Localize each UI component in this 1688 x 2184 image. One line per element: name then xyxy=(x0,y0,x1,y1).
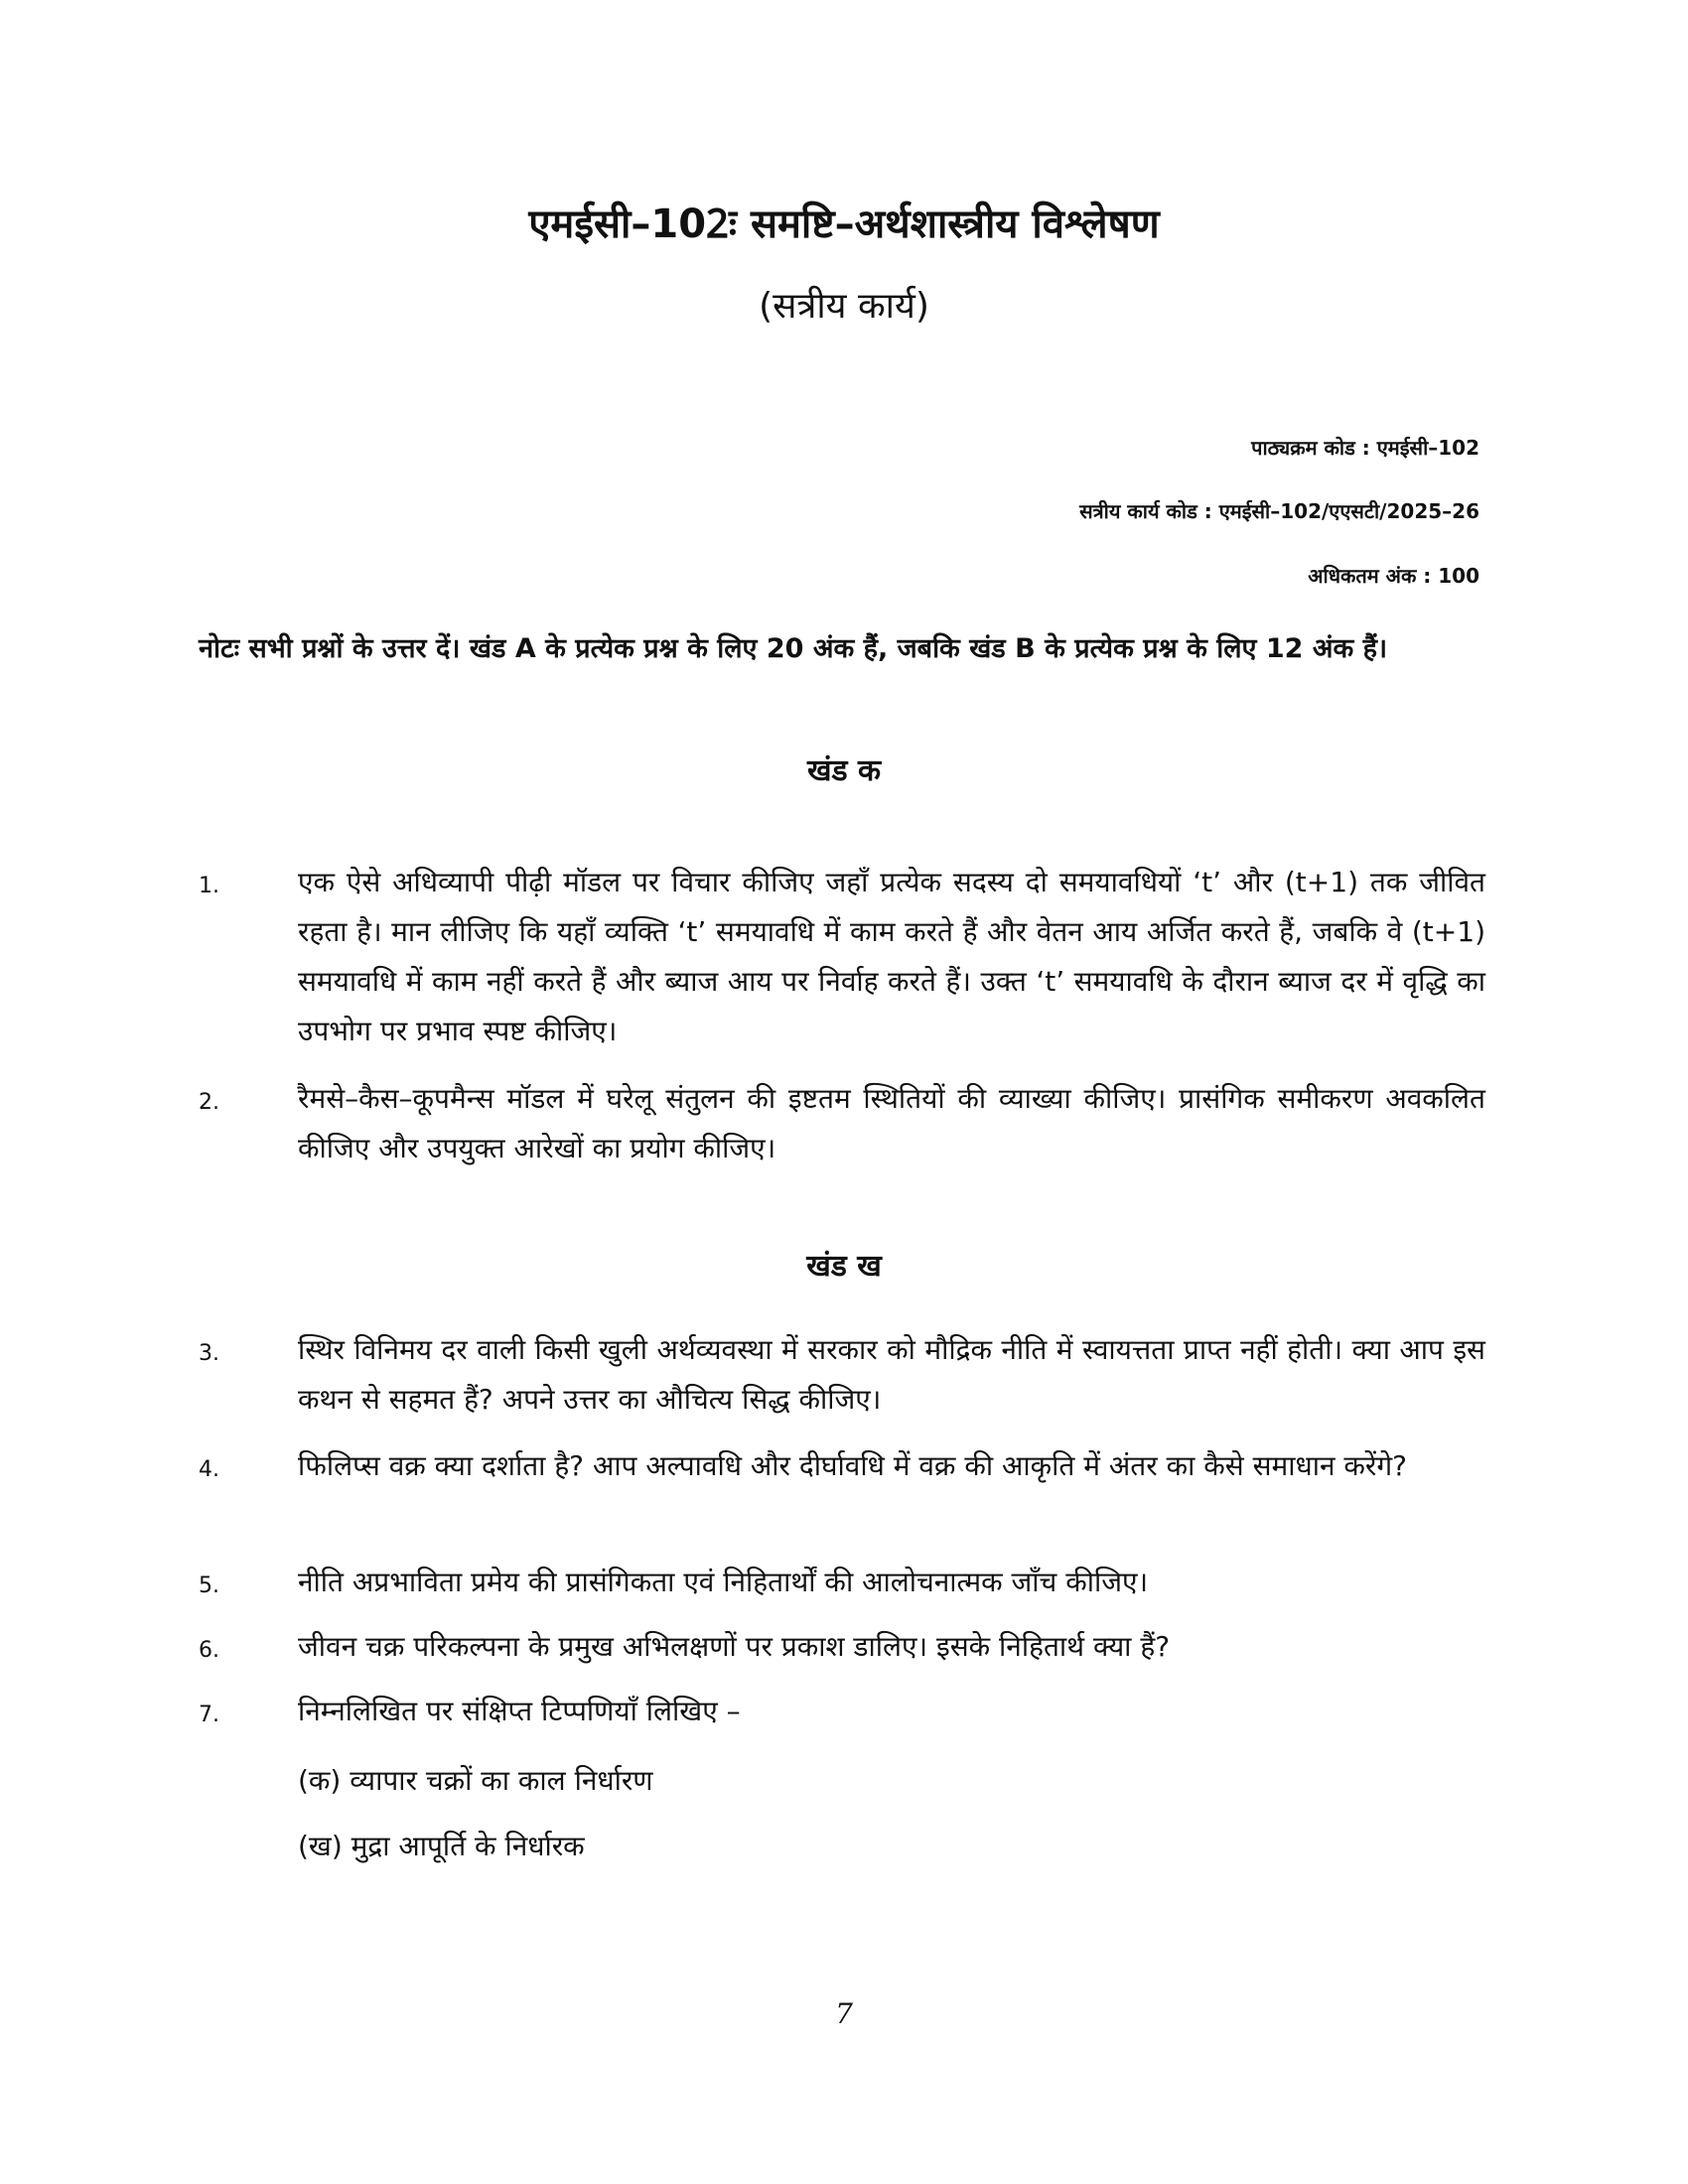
section-a-heading: खंड क xyxy=(806,753,882,788)
question-number: 4. xyxy=(199,1457,219,1482)
question-text: रैमसे–कैस–कूपमैन्स मॉडल में घरेलू संतुलन की इष्टतम स्थितियों की व्याख्या कीजिए। प्रासंगिक समीकरण अवकलित कीजिए और उपयुक्त आरेखों का प्रयोग कीजिए। xyxy=(298,1082,1485,1164)
question-text: स्थिर विनिमय दर वाली किसी खुली अर्थव्यवस्था में सरकार को मौद्रिक नीति में स्वायत्तता प्राप्त नहीं होती। क्या आप इस कथन से सहमत हैं? अपने उत्तर का औचित्य सिद्ध कीजिए। xyxy=(298,1333,1485,1416)
question-text: फिलिप्स वक्र क्या दर्शाता है? आप अल्पावधि और दीर्घावधि में वक्र की आकृति में अंतर का कैसे समाधान करेंगे? xyxy=(298,1449,1407,1482)
course-code: पाठ्यक्रम कोड : एमईसी–102 xyxy=(1251,436,1479,460)
assignment-code: सत्रीय कार्य कोड : एमईसी–102/एएसटी/2025–26 xyxy=(1079,499,1479,523)
question-text: एक ऐसे अधिव्यापी पीढ़ी मॉडल पर विचार कीजिए जहाँ प्रत्येक सदस्य दो समयावधियों ‘t’ और (t+1) तक जीवित रहता है। मान लीजिए कि यहाँ व्यक्ति ‘t’ समयावधि में काम करते हैं और वेतन आय अर्जित करते हैं, जबकि वे (t+1) समयावधि में काम नहीं करते हैं और ब्याज आय पर निर्वाह करते हैं। उक्त ‘t’ समयावधि के दौरान ब्याज दर में वृद्धि का उपभोग पर प्रभाव स्पष्ट कीजिए। xyxy=(298,866,1485,1047)
question-text: जीवन चक्र परिकल्पना के प्रमुख अभिलक्षणों पर प्रकाश डालिए। इसके निहितार्थ क्या हैं? xyxy=(298,1630,1171,1663)
question-text: निम्नलिखित पर संक्षिप्त टिप्पणियाँ लिखिए – xyxy=(298,1695,741,1727)
page-number: 7 xyxy=(835,1997,853,2030)
sub-item: (क) व्यापार चक्रों का काल निर्धारण xyxy=(298,1764,653,1797)
question-number: 5. xyxy=(199,1573,219,1598)
question-number: 1. xyxy=(199,874,219,898)
question-number: 7. xyxy=(199,1703,219,1727)
question-number: 2. xyxy=(199,1090,219,1115)
page-title: एमईसी–102ः समष्टि–अर्थशास्त्रीय विश्लेषण xyxy=(528,202,1160,247)
question-text: नीति अप्रभाविता प्रमेय की प्रासंगिकता एवं निहितार्थों की आलोचनात्मक जाँच कीजिए। xyxy=(298,1566,1149,1598)
sub-item: (ख) मुद्रा आपूर्ति के निर्धारक xyxy=(298,1830,585,1862)
instructions-note: नोटः सभी प्रश्नों के उत्तर दें। खंड A के प्रत्येक प्रश्न के लिए 20 अंक हैं, जबकि खंड B के प्रत्येक प्रश्न के लिए 12 अंक हैं। xyxy=(199,633,1388,664)
question-number: 3. xyxy=(199,1341,219,1366)
question-number: 6. xyxy=(199,1638,219,1663)
section-b-heading: खंड ख xyxy=(806,1249,882,1284)
max-marks: अधिकतम अंक : 100 xyxy=(1308,564,1479,588)
page-subtitle: (सत्रीय कार्य) xyxy=(759,286,929,327)
